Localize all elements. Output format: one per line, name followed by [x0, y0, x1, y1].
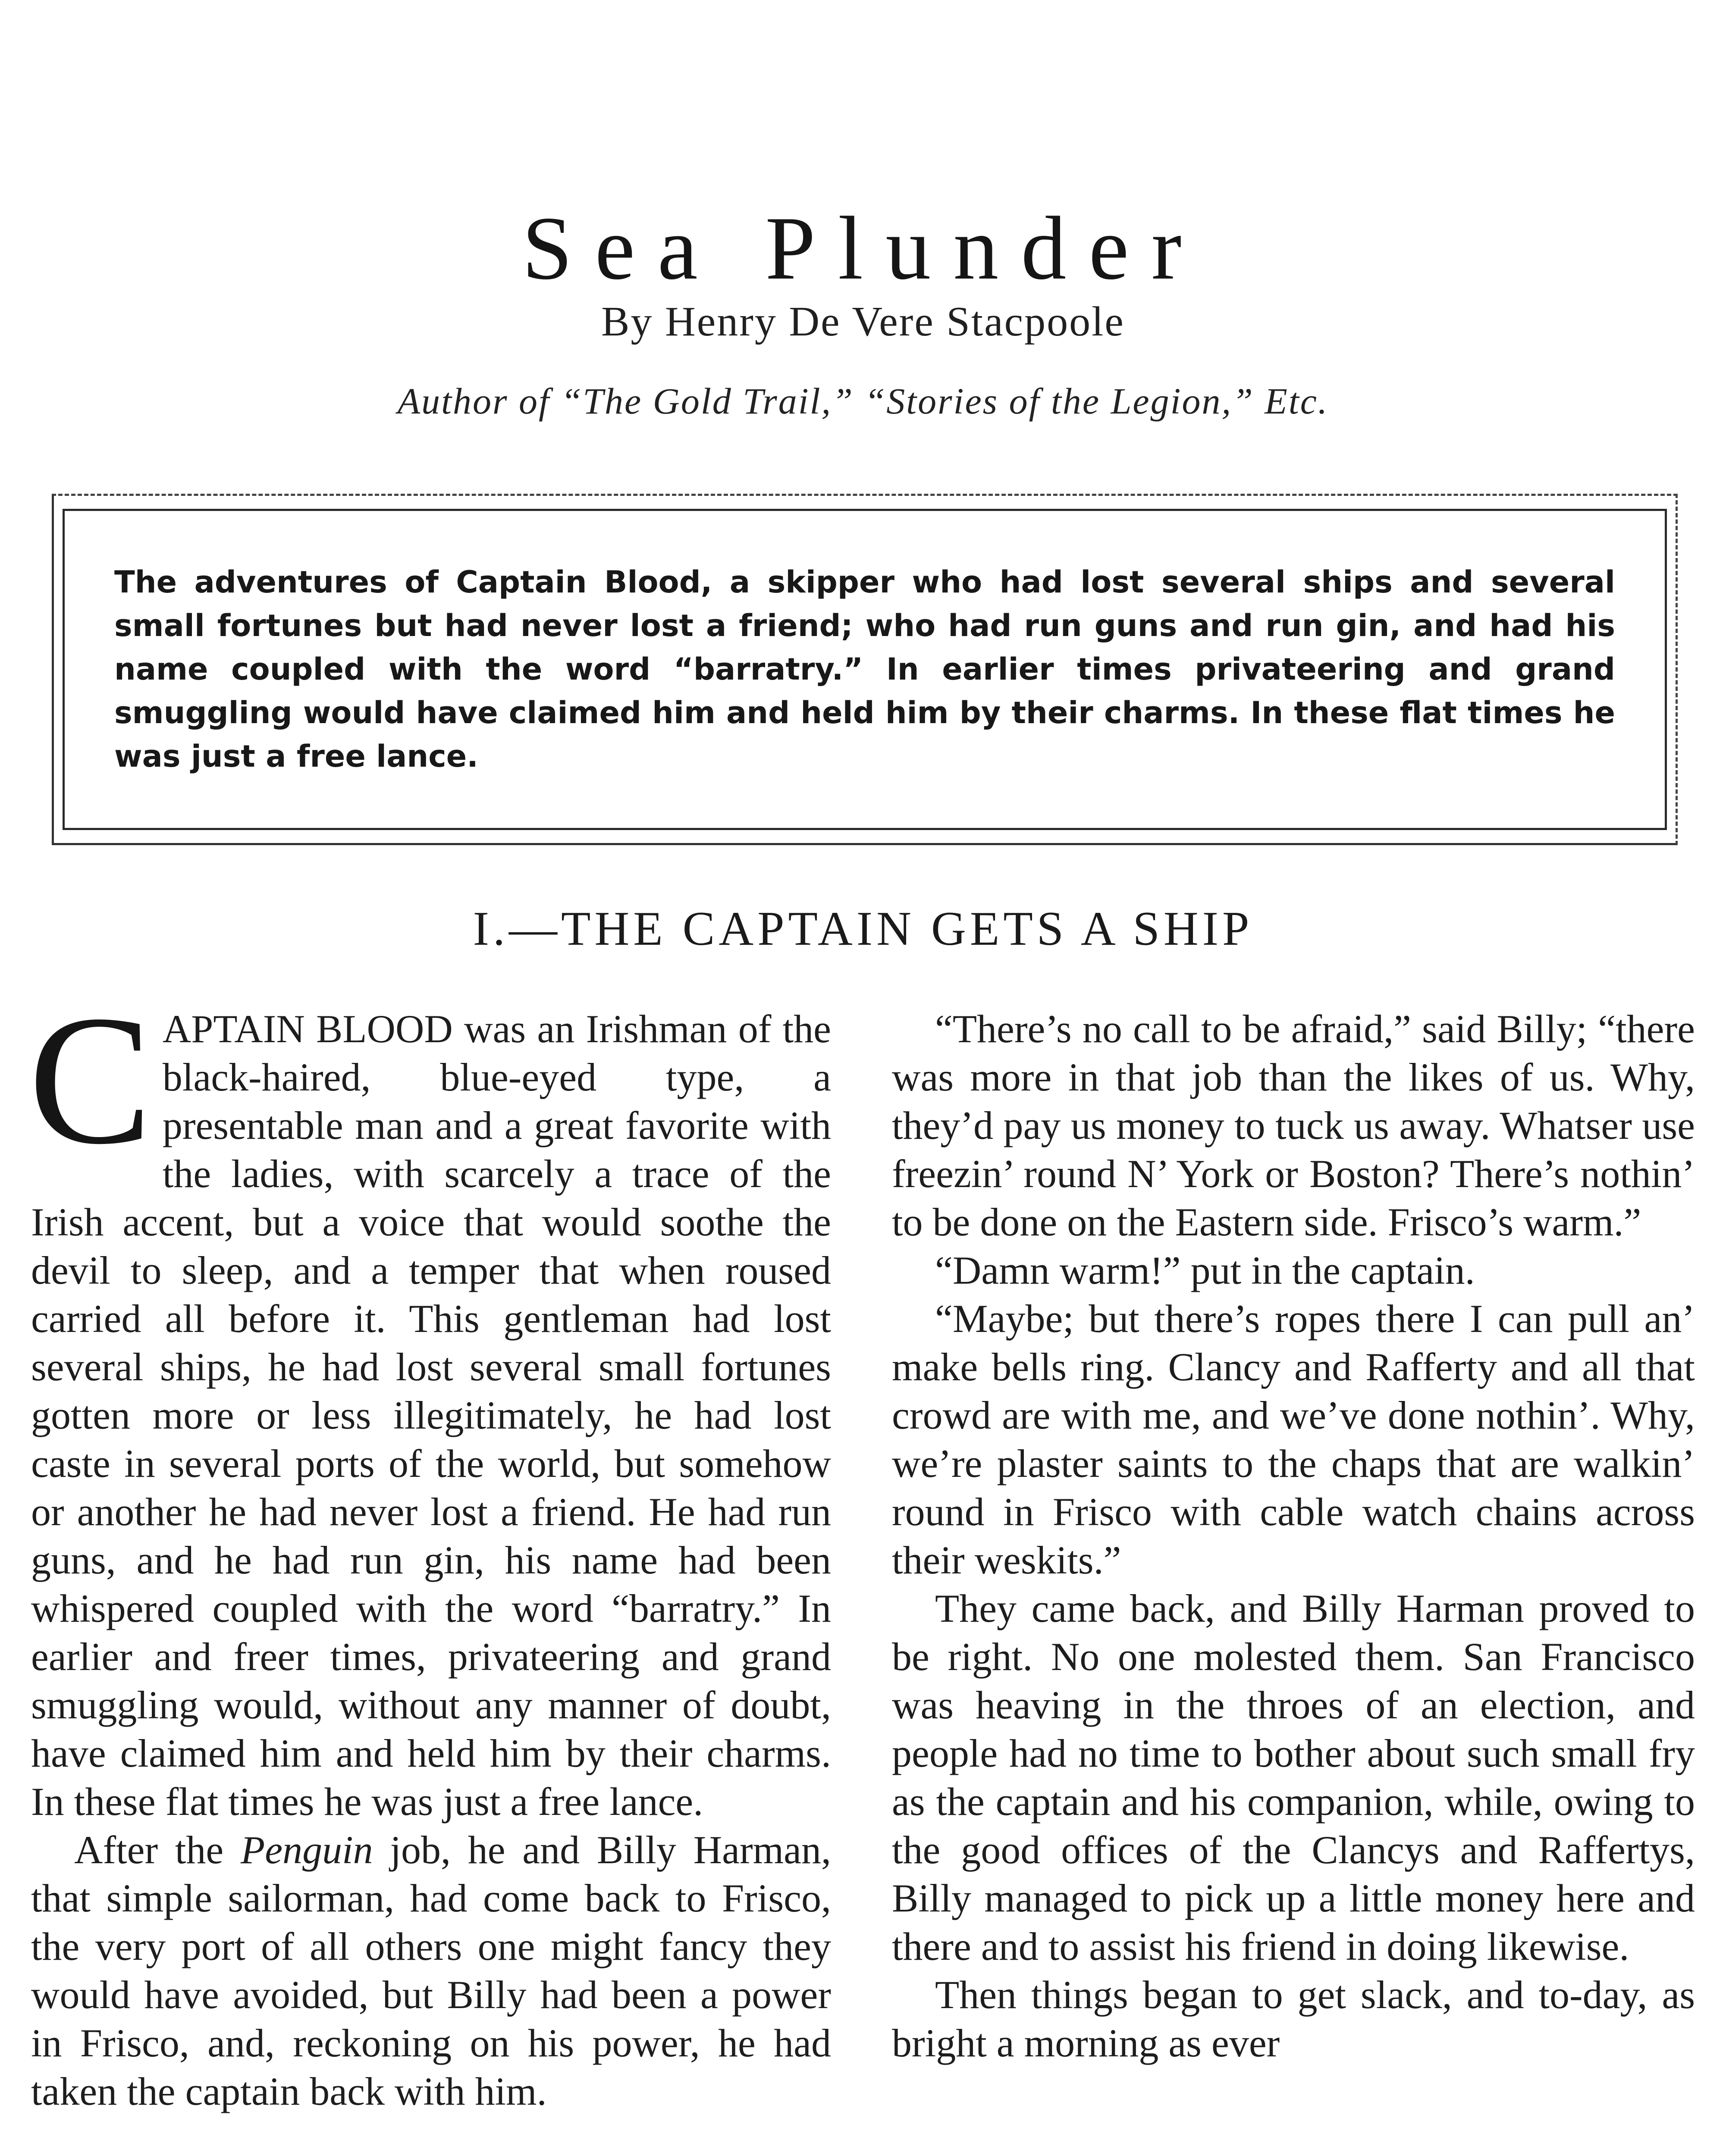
right-paragraph-5: Then things began to get slack, and to-day, as bright a morning as ever — [892, 1973, 1695, 2065]
right-column — [892, 1005, 1695, 2067]
ship-name-penguin: Penguin — [241, 1828, 373, 1872]
author-credits — [0, 379, 1726, 423]
synopsis-text: The adventures of Captain Blood, a skipper who had lost several ships and several small fortunes but had never lost a friend; who had run guns and run gin, and had his name coupled with the word “barratry.” In earlier times privateering and grand smuggling would have claimed him and held him by their charms. In these flat times he was just a free lance. — [114, 564, 1615, 774]
author-of-prefix: Author of — [397, 380, 561, 422]
left-paragraph-1-text: APTAIN BLOOD was an Irishman of the black-haired, blue-eyed type, a presentable man and a great favorite with the ladies, with scarcely a trace of the Irish accent, but a voice that would soothe the devil to sleep, and a temper that when roused carried all before it. This gentleman had lost several ships, he had lost several small fortunes gotten more or less illegitimately, he had lost caste in several ports of the world, but somehow or another he had never lost a friend. He had run guns, and he had run gin, his name had been whispered coupled with the word “barratry.” In earlier and freer times, privateering and grand smuggling would, without any manner of doubt, have claimed him and held him by their charms. In these flat times he was just a free lance. — [31, 1007, 831, 1824]
left-paragraph-2-end: job, he and Billy Harman, that simple sailorman, had come back to Frisco, the very port of all others one might fancy they would have avoided, but Billy had been a power in Frisco, and, reckoning on his power, he had taken the captain back with him. — [31, 1828, 831, 2113]
chapter-heading: I.—THE CAPTAIN GETS A SHIP — [473, 902, 1253, 956]
story-title: Sea Plunder — [522, 198, 1204, 298]
right-paragraph-2: “Damn warm!” put in the captain. — [935, 1248, 1475, 1292]
synopsis-box — [52, 494, 1678, 845]
right-paragraph-4: They came back, and Billy Harman proved to be right. No one molested them. San Francisco was heaving in the throes of an election, and people had no time to bother about such small fry as the captain and his companion, while, owing to the good offices of the Clancys and Raffertys, Billy managed to pick up a little money here and there and to assist his friend in doing likewise. — [892, 1586, 1695, 1968]
drop-cap: C — [28, 978, 152, 1183]
author-works: “The Gold Trail,” “Stories of the Legion,” Etc. — [561, 380, 1329, 422]
left-paragraph-2-start: After the — [74, 1828, 241, 1872]
left-paragraph-2 — [31, 1826, 831, 2115]
byline: By Henry De Vere Stacpoole — [601, 298, 1125, 345]
left-column — [28, 978, 831, 2115]
left-paragraph-1 — [28, 978, 831, 1826]
right-paragraph-1: “There’s no call to be afraid,” said Billy; “there was more in that job than the likes of us. Why, they’d pay us money to tuck us away. Whatser use freezin’ round N’ York or Boston? There’s nothin’ to be done on the Eastern side. Frisco’s warm.” — [892, 1007, 1695, 1244]
right-paragraph-3: “Maybe; but there’s ropes there I can pull an’ make bells ring. Clancy and Rafferty and all that crowd are with me, and we’ve done nothin’. Why, we’re plaster saints to the chaps that are walkin’ round in Frisco with cable watch chains across their weskits.” — [892, 1297, 1695, 1582]
